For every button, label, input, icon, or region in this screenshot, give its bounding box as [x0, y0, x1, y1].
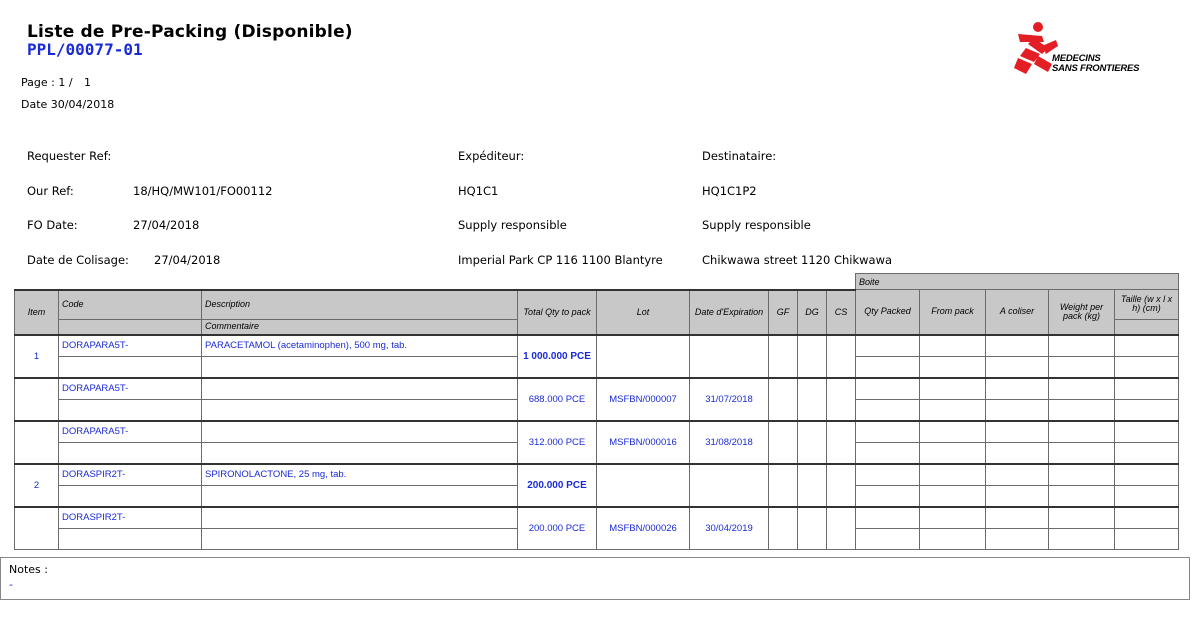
fo-date-row	[27, 217, 272, 234]
row-from-pack	[920, 335, 986, 357]
our-ref-label: Our Ref:	[27, 183, 74, 198]
table-row	[15, 421, 1179, 443]
row-qty: 200.000 PCE	[518, 507, 597, 550]
row-code: DORAPARA5T-	[59, 378, 202, 400]
row-expiry: 31/08/2018	[690, 421, 769, 464]
row-a-coliser	[986, 507, 1049, 529]
row-item: 1	[15, 335, 59, 378]
row-taille	[1115, 464, 1179, 486]
sender-label: Expéditeur:	[458, 149, 525, 164]
row-lot: MSFBN/000016	[597, 421, 690, 464]
logo-line-1: MEDECINS	[1052, 53, 1101, 64]
logo-line-2: SANS FRONTIERES	[1052, 63, 1140, 74]
row-weight	[1049, 507, 1115, 529]
row-gf	[769, 335, 798, 378]
row-from-pack	[920, 507, 986, 529]
row-gf	[769, 378, 798, 421]
row-comment	[202, 442, 518, 464]
col-from-pack: From pack	[920, 290, 986, 335]
row-from-pack	[920, 421, 986, 443]
msf-logo	[1012, 20, 1162, 80]
page-label: Page : 1 /	[21, 76, 73, 89]
row-dg	[798, 464, 827, 507]
row-description: SPIRONOLACTONE, 25 mg, tab.	[202, 464, 518, 486]
table-body	[15, 335, 1179, 550]
row-code-sub	[59, 399, 202, 421]
row-taille	[1115, 421, 1179, 443]
recipient-label: Destinataire:	[702, 149, 777, 164]
row-taille	[1115, 335, 1179, 357]
row-from-pack	[920, 378, 986, 400]
col-item: Item	[15, 290, 59, 335]
table-header-row	[15, 290, 1179, 320]
sender-code: HQ1C1	[458, 183, 499, 198]
col-weight: Weight per pack (kg)	[1049, 290, 1115, 335]
row-description	[202, 421, 518, 443]
col-commentaire: Commentaire	[202, 319, 518, 335]
row-cs	[827, 464, 856, 507]
row-comment	[202, 356, 518, 378]
col-code: Code	[59, 290, 202, 320]
row-a-coliser	[986, 335, 1049, 357]
col-qty-packed: Qty Packed	[856, 290, 920, 335]
notes-box	[0, 557, 1190, 600]
page-total: 1	[84, 76, 92, 89]
our-ref-row	[27, 183, 272, 200]
row-qty: 1 000.000 PCE	[518, 335, 597, 378]
document-title: Liste de Pre-Packing (Disponible)	[27, 22, 353, 42]
row-comment	[202, 485, 518, 507]
page-indicator	[21, 76, 91, 89]
row-dg	[798, 335, 827, 378]
row-code-sub	[59, 528, 202, 549]
requester-ref-label: Requester Ref:	[27, 149, 112, 164]
row-weight	[1049, 464, 1115, 486]
row-cs	[827, 378, 856, 421]
recipient-code: HQ1C1P2	[702, 183, 757, 198]
row-qty: 688.000 PCE	[518, 378, 597, 421]
row-expiry: 30/04/2019	[690, 507, 769, 550]
packing-table	[14, 273, 1179, 550]
row-qty-packed	[856, 335, 920, 357]
col-cs: CS	[827, 290, 856, 335]
fo-date-value: 27/04/2018	[133, 218, 200, 233]
row-code-sub	[59, 442, 202, 464]
row-code: DORAPARA5T-	[59, 421, 202, 443]
row-code: DORASPIR2T-	[59, 507, 202, 529]
row-item	[15, 421, 59, 464]
recipient-name: Supply responsible	[702, 218, 811, 233]
row-taille	[1115, 378, 1179, 400]
document-reference: PPL/00077-01	[27, 40, 143, 59]
row-code-sub	[59, 356, 202, 378]
row-from-pack	[920, 464, 986, 486]
msf-logo-text	[1052, 54, 1139, 74]
row-description	[202, 507, 518, 529]
row-comment	[202, 399, 518, 421]
notes-value: -	[9, 578, 13, 591]
col-description: Description	[202, 290, 518, 320]
col-taille: Taille (w x l x h) (cm)	[1115, 290, 1179, 320]
row-a-coliser	[986, 378, 1049, 400]
row-expiry	[690, 335, 769, 378]
row-gf	[769, 421, 798, 464]
row-qty-packed	[856, 464, 920, 486]
fo-date-label: FO Date:	[27, 218, 78, 233]
row-item: 2	[15, 464, 59, 507]
row-comment	[202, 528, 518, 549]
row-taille	[1115, 507, 1179, 529]
sender-name: Supply responsible	[458, 218, 567, 233]
table-row	[15, 507, 1179, 529]
table-row	[15, 378, 1179, 400]
col-lot: Lot	[597, 290, 690, 335]
print-date: Date 30/04/2018	[21, 98, 115, 111]
col-gf: GF	[769, 290, 798, 335]
row-lot: MSFBN/000007	[597, 378, 690, 421]
colisage-label: Date de Colisage:	[27, 253, 129, 268]
boite-header-row	[15, 274, 1179, 290]
row-qty: 200.000 PCE	[518, 464, 597, 507]
row-qty-packed	[856, 507, 920, 529]
col-total-qty: Total Qty to pack	[518, 290, 597, 335]
row-cs	[827, 335, 856, 378]
row-gf	[769, 507, 798, 550]
row-code: DORASPIR2T-	[59, 464, 202, 486]
row-a-coliser	[986, 464, 1049, 486]
row-weight	[1049, 378, 1115, 400]
row-gf	[769, 464, 798, 507]
col-dg: DG	[798, 290, 827, 335]
row-weight	[1049, 421, 1115, 443]
row-description	[202, 378, 518, 400]
row-item	[15, 378, 59, 421]
row-code-sub	[59, 485, 202, 507]
row-item	[15, 507, 59, 550]
our-ref-value: 18/HQ/MW101/FO00112	[133, 183, 273, 198]
sender-address: Imperial Park CP 116 1100 Blantyre	[458, 253, 663, 268]
colisage-row	[27, 252, 272, 269]
row-expiry	[690, 464, 769, 507]
row-lot	[597, 335, 690, 378]
row-weight	[1049, 335, 1115, 357]
recipient-address: Chikwawa street 1120 Chikwawa	[702, 253, 893, 268]
row-qty-packed	[856, 378, 920, 400]
col-expiry: Date d'Expiration	[690, 290, 769, 335]
row-qty: 312.000 PCE	[518, 421, 597, 464]
row-dg	[798, 421, 827, 464]
row-lot: MSFBN/000026	[597, 507, 690, 550]
table-row	[15, 335, 1179, 357]
row-a-coliser	[986, 421, 1049, 443]
row-cs	[827, 421, 856, 464]
row-dg	[798, 507, 827, 550]
table-row	[15, 464, 1179, 486]
row-cs	[827, 507, 856, 550]
col-a-coliser: A coliser	[986, 290, 1049, 335]
notes-label: Notes :	[9, 563, 48, 576]
boite-header: Boite	[856, 274, 1179, 290]
colisage-value: 27/04/2018	[154, 253, 221, 268]
row-description: PARACETAMOL (acetaminophen), 500 mg, tab.	[202, 335, 518, 357]
row-dg	[798, 378, 827, 421]
row-qty-packed	[856, 421, 920, 443]
row-expiry: 31/07/2018	[690, 378, 769, 421]
row-lot	[597, 464, 690, 507]
row-code: DORAPARA5T-	[59, 335, 202, 357]
